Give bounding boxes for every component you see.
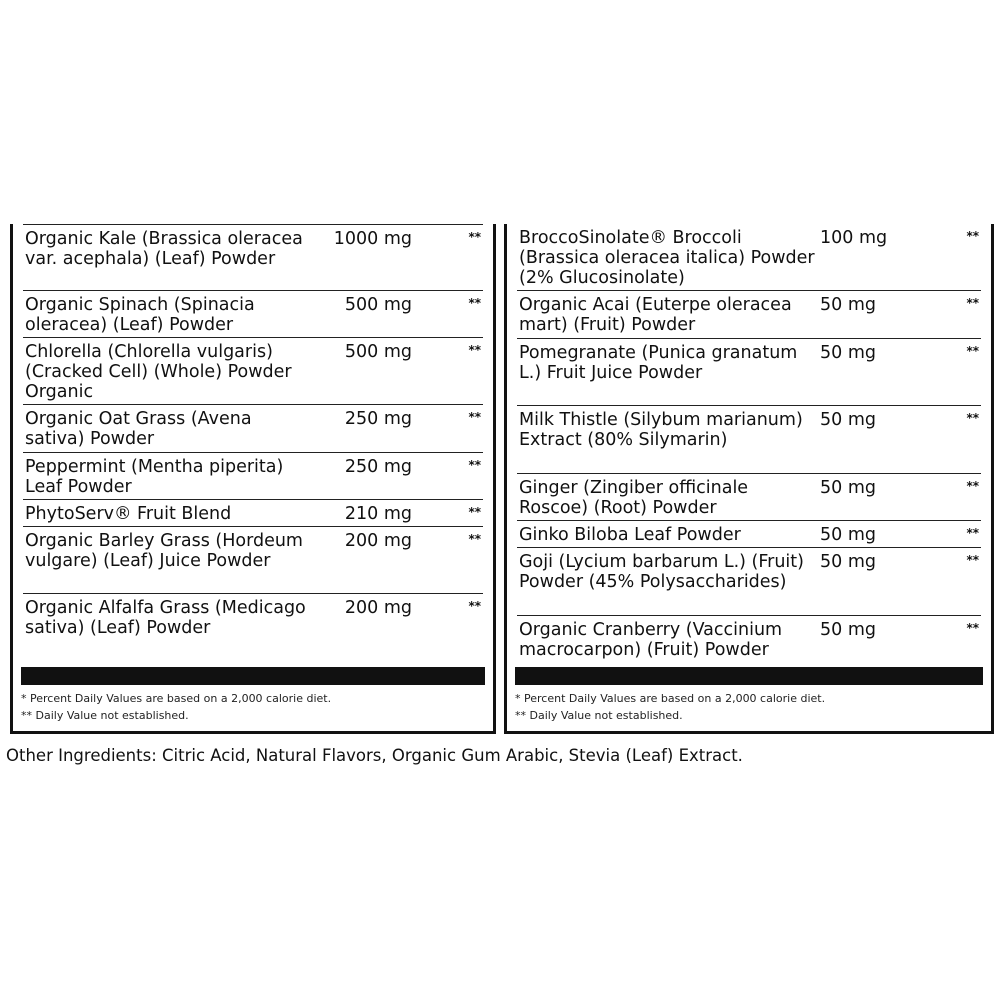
ingredient-name: Goji (Lycium barbarum L.) (Fruit) Powder (45% Polysaccharides) [519, 552, 804, 592]
ingredient-amount: 50 mg [820, 478, 876, 498]
ingredient-row [517, 405, 981, 474]
ingredient-row [517, 547, 981, 616]
ingredient-amount: 250 mg [344, 409, 412, 429]
ingredient-name: PhytoServ® Fruit Blend [25, 504, 232, 524]
daily-value-mark: ** [966, 344, 979, 358]
ingredient-amount: 50 mg [820, 343, 876, 363]
ingredient-amount: 500 mg [344, 295, 412, 315]
daily-value-mark: ** [966, 553, 979, 567]
ingredient-amount: 200 mg [344, 531, 412, 551]
ingredient-amount: 210 mg [344, 504, 412, 524]
daily-value-mark: ** [966, 411, 979, 425]
ingredient-name: Organic Kale (Brassica oleracea var. acephala) (Leaf) Powder [25, 229, 303, 269]
ingredient-name: Organic Spinach (Spinacia oleracea) (Leaf) Powder [25, 295, 255, 335]
ingredient-row [517, 338, 981, 406]
daily-value-mark: ** [966, 526, 979, 540]
thick-divider-bar [21, 667, 485, 685]
ingredient-name: Organic Alfalfa Grass (Medicago sativa) (Leaf) Powder [25, 598, 306, 638]
daily-value-mark: ** [468, 343, 481, 357]
ingredient-name: Peppermint (Mentha piperita) Leaf Powder [25, 457, 284, 497]
ingredient-amount: 250 mg [344, 457, 412, 477]
other-ingredients-text: Other Ingredients: Citric Acid, Natural Flavors, Organic Gum Arabic, Stevia (Leaf) Extract. [6, 746, 743, 765]
ingredient-row [517, 473, 981, 521]
ingredient-amount: 100 mg [820, 228, 888, 248]
daily-value-mark: ** [468, 505, 481, 519]
ingredient-amount: 50 mg [820, 525, 876, 545]
ingredient-amount: 500 mg [344, 342, 412, 362]
daily-value-mark: ** [468, 230, 481, 244]
daily-value-mark: ** [966, 296, 979, 310]
ingredient-amount: 50 mg [820, 410, 876, 430]
ingredient-name: Organic Oat Grass (Avena sativa) Powder [25, 409, 252, 449]
ingredient-row [23, 337, 483, 405]
ingredient-row [517, 615, 981, 666]
ingredient-row [23, 526, 483, 594]
ingredient-row [23, 404, 483, 453]
supplement-facts-left-panel [10, 224, 496, 734]
daily-value-mark: ** [966, 229, 979, 243]
ingredient-name: Ginko Biloba Leaf Powder [519, 525, 741, 545]
ingredient-name: Ginger (Zingiber officinale Roscoe) (Root) Powder [519, 478, 749, 518]
ingredient-name: Organic Barley Grass (Hordeum vulgare) (Leaf) Juice Powder [25, 531, 303, 571]
daily-value-mark: ** [468, 532, 481, 546]
ingredient-name: BroccoSinolate® Broccoli (Brassica oleracea italica) Powder (2% Glucosinolate) [519, 228, 815, 288]
footnote-daily-value-not-established: ** Daily Value not established. [21, 709, 189, 722]
ingredient-row [517, 290, 981, 339]
daily-value-mark: ** [468, 410, 481, 424]
ingredient-name: Organic Cranberry (Vaccinium macrocarpon) (Fruit) Powder [519, 620, 783, 660]
supplement-facts-right-panel [504, 224, 994, 734]
ingredient-amount: 50 mg [820, 295, 876, 315]
footnote-percent-daily-values: * Percent Daily Values are based on a 2,000 calorie diet. [515, 692, 826, 705]
ingredient-row [23, 224, 483, 291]
ingredient-amount: 1000 mg [333, 229, 412, 249]
ingredient-amount: 50 mg [820, 620, 876, 640]
ingredient-name: Chlorella (Chlorella vulgaris) (Cracked Cell) (Whole) Powder Organic [25, 342, 292, 402]
ingredient-row [23, 290, 483, 338]
footnote-percent-daily-values: * Percent Daily Values are based on a 2,000 calorie diet. [21, 692, 332, 705]
thick-divider-bar [515, 667, 983, 685]
daily-value-mark: ** [966, 621, 979, 635]
ingredient-name: Pomegranate (Punica granatum L.) Fruit Juice Powder [519, 343, 798, 383]
ingredient-row [23, 593, 483, 666]
ingredient-row [23, 452, 483, 500]
ingredient-amount: 200 mg [344, 598, 412, 618]
ingredient-row [517, 520, 981, 548]
ingredient-name: Organic Acai (Euterpe oleracea mart) (Fruit) Powder [519, 295, 792, 335]
daily-value-mark: ** [468, 458, 481, 472]
daily-value-mark: ** [966, 479, 979, 493]
ingredient-row [517, 224, 981, 290]
footnote-daily-value-not-established: ** Daily Value not established. [515, 709, 683, 722]
ingredient-row [23, 499, 483, 527]
daily-value-mark: ** [468, 296, 481, 310]
ingredient-amount: 50 mg [820, 552, 876, 572]
ingredient-name: Milk Thistle (Silybum marianum) Extract (80% Silymarin) [519, 410, 803, 450]
daily-value-mark: ** [468, 599, 481, 613]
